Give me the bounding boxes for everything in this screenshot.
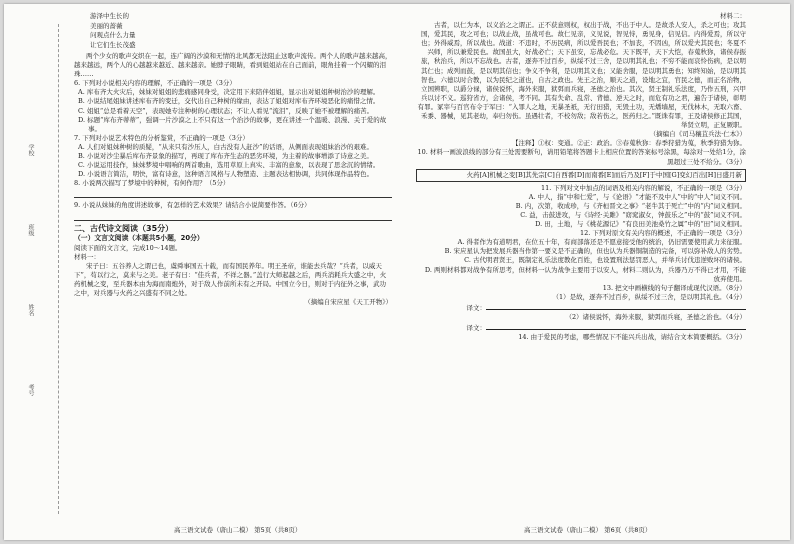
- option: C. 益，击鼓进攻，与《诗经·关雎》“窈窕淑女，钟鼓乐之”中的“鼓”词义不同。: [520, 210, 746, 219]
- material-2-text: 古者，以仁为本，以义治之之谓正。正不获意则权，权出于战，不出于中人。是故杀人安人，杀之可也；攻其国，爱其民，攻之可也；以战止战，虽战可也。故仁见亲，义见说，智见恃，勇见身，信见信。内得爱焉，所以守也；外得威焉，所以战也。战道：不违时，不历民病，所以爱吾民也；不加丧，不因凶，所以爱夫其民也；冬夏不兴师，所以兼爱民也。故国虽大，好战必亡；天下虽安，忘战必危。天下既平，天下大恺，春蒐秋狝，诸侯春振旅，秋治兵，所以不忘战也。古者，逐奔不过百步，纵绥不过三舍，是以明其礼也；不穷不能而哀怜伤病，是以明其仁也；成列而鼓，是以明其信也；争义不争利，是以明其义也；又能舍服，是以明其勇也；知终知始，是以明其智也。六德以时合教，以为民纪之道也，自古之政也。先王之治，顺天之道，设地之宜，官民之德，而正名治物，立国辨职，以爵分禄，诸侯说怀，海外来服，狱弭而兵寝，圣德之治也。其次，贤王制礼乐法度，乃作五刑，兴甲兵以讨不义。巡狩省方，会诸侯，考不同。其有失命、乱常、背德、逆天之时，而危有功之君，遍告于诸侯，彰明有罪。冢宰与百官布令于军曰：“入罪人之地，无暴圣祇，无行田猎，无毁土功，无燔墙屋，无伐林木，无取六畜、禾黍、器械，见其老幼，奉归勿伤。虽遇壮者，不校勿敌；敌若伤之，医药归之。”既诛有罪，王及诸侯修正其国，举贤立明，正复厥职。: [417, 21, 746, 130]
- option: D. 田，土地，与《桃花源记》“有良田美池桑竹之属”中的“田”词义相同。: [535, 220, 746, 229]
- page-footer: 高三语文试卷（唐山二模） 第5页（共8页）: [174, 526, 302, 534]
- instructions: 阅读下面的文言文，完成10～14题。: [74, 243, 182, 252]
- punctuation-box: 火药[A]机械之变[B]其先宗[C]自西番[D]而南番[E]而后乃及[F]于中国[G]变幻百出[H]日盛月新: [416, 169, 746, 182]
- poem-line: 美丽的蔷薇: [90, 21, 123, 30]
- poem-line: 让它们生长茂盛: [90, 40, 136, 49]
- gutter-label: 考号: [27, 384, 34, 396]
- gutter-label: 学校: [27, 144, 34, 156]
- option: D. 小说语言简洁，明快，富有诗意，这种语言风格与人物塑造、主题表达相协调，共同体现作品特色。: [78, 170, 374, 179]
- translation-prompt: （2）诸侯说怀，海外来服，狱弭而兵寝，圣德之治也。（4分）: [565, 313, 746, 321]
- gutter-label: 班级: [27, 224, 34, 236]
- question-13: 13. 把文中画横线的句子翻译成现代汉语。（8分）: [602, 283, 746, 292]
- material-label: 材料二：: [720, 12, 746, 20]
- option: A. 人们对姐妹种树的质疑，“从来只有沙压人，白古没有人赶沙”的话语，从侧面表现姐妹治沙的艰难。: [78, 142, 373, 151]
- option: D. 两则材料都对战争有所思考，但材料一认为战争主要用于以安人，材料二则认为，兵器乃万不得已才用，不能放弃使用。: [424, 265, 746, 283]
- source-note: （摘编自宋应星《天工开物》）: [304, 298, 392, 307]
- material-label: 材料一：: [74, 252, 100, 261]
- option: A. 得者作为有道明君，在位五十年，有商部落还是不愿意接受他的统治，仍旧需要使用武力来征服。: [457, 238, 746, 247]
- option: A. 库布齐大火灾后，妹妹对姐姐的悲痛感同身受，决定用下来陪伴姐姐，显示出对姐姐种树治沙的理解。: [78, 88, 380, 97]
- question-10: 10. 材料一画波浪线的部分有三处需要断句，请用铅笔将答题卡上相应位置的答案标号涂黑，每涂对一处给1分，涂黑超过三处不给分。（3分）: [417, 148, 746, 166]
- option: C. 古代明君贤王，既制定礼乐法度教化百姓，也设置刑法惩罚恶人，并举兵讨伐违逆败坏的诸侯。: [464, 256, 746, 265]
- gutter-label: 姓名: [27, 304, 34, 316]
- option: D. 标题“库布齐蒂蒂”，强调一片沙漠之上不只有这一个治沙的故事，更在讲述一个温暖、浪漫、关于爱的故事。: [78, 115, 387, 133]
- source-note: （摘编自《司马穰苴兵法·仁本》）: [649, 130, 746, 139]
- material-1-text: 宋子曰：五谷养人之谓已也，虞舜事国五十载，而有国民养年。明王圣帝，谁能去兵哉？“兵者，以威天下”，苟以行之，莫来与之美。老子有曰：“佳兵者，不祥之器。”盖行大师起越之后，两兵消耗兵大盛之中，火药机械之变，至兵器本由为海而南炮外，对于敌人作前所未有之开局。中国立今日，则对于内征外之事，武功之中，对兵器与火药之兴盛有不同之处。: [74, 261, 387, 298]
- subsection-heading: （一）文言文阅读（本题共5小题，20分）: [74, 233, 204, 242]
- option: B. 小说结尾姐妹讲述库布齐的变迁，交代出自己种树的缘由，表达了姐姐对库布齐环境恶化的痛惜之情。: [78, 97, 380, 106]
- option: B. 内，次第，收成珍，与《齐桓晋文之事》“老牛其于死亡”中的“内”词义相同。: [515, 201, 746, 210]
- left-page: [74, 12, 392, 307]
- question-7: 7. 下列对小说艺术特色的分析鉴赏，不正确的一项是（3分）: [74, 133, 249, 142]
- section-heading: 二、古代诗文阅读（35分）: [74, 223, 174, 233]
- option: C. 姐姐“总是看着天空”，表现她专注种树的心理状态；不让人看见“流泪”，反映了她不被理解的痛苦。: [78, 106, 374, 115]
- option: C. 小说运用技作，妹妹梦境中唱响的两首歌曲，选用草原上真实、丰富的意象，以表现了思念沉的情绪。: [78, 161, 380, 170]
- right-page: [416, 12, 746, 342]
- translation-prompt: （1）是故，逐奔不过百步，纵绥不过三舍，是以明其礼也。（4分）: [552, 292, 746, 301]
- story-paragraph: 两个少女的歌声交织在一起，连广阔的沙漠和无情的北风都无法阻止这歌声流传。两个人的歌声越来越高，越来越远，两个人的心越越来越近、越来越亲。她脖子眼睛，看到姐姐站在自己面前，眼角挂着一个闪耀的泪珠……: [74, 52, 392, 79]
- question-8: 8. 小说两次描写了梦境中的种树，有何作用？（5分）: [74, 179, 230, 188]
- question-9: 9. 小说从妹妹的角度讲述故事，有怎样的艺术效果？请结合小说简要作答。（6分）: [74, 201, 311, 210]
- option: B. 宋应星认为把发展兵器当作第一要义是不正确的，但也认为兵器铜制造的完备，可以弥补敌人的劣势。: [444, 247, 746, 256]
- question-14: 14. 由于爱民的考虑，哪些情况下不能兴兵出战，请结合文本简要概括。（3分）: [518, 333, 746, 342]
- translation-line[interactable]: 译文：: [416, 302, 746, 313]
- annotation-note: 【注释】①权：变通。②正：政治。③春蒐秋狝：春季狩猎为蒐，秋季狩猎为狝。: [512, 139, 746, 148]
- question-6: 6. 下列对小说相关内容的理解，不正确的一项是（3分）: [74, 79, 236, 88]
- translation-line[interactable]: 译文：: [416, 322, 746, 333]
- option: B. 小说对沙尘暴后库布齐景象的描写，再现了库布齐生态的恶劣环境，为主着的故事增添了诗意之美。: [78, 152, 373, 161]
- option: A. 中人，指“中和仁爱”，与《论语》“才能不及中人”中的“中人”词义不同。: [528, 192, 746, 201]
- poem-block: [90, 12, 392, 50]
- poem-line: 问观点什么力量: [90, 31, 136, 39]
- poem-line: 游泽中生长的: [90, 12, 129, 20]
- exam-sheet: [4, 4, 790, 540]
- binding-gutter: [18, 24, 59, 514]
- page-footer: 高三语文试卷（唐山二模） 第6页（共8页）: [524, 526, 652, 534]
- question-11: 11. 下列对文中加点的词语及相关内容的解说，不正确的一项是（3分）: [540, 183, 746, 192]
- question-12: 12. 下列对原文有关内容的概述，不正确的一项是（3分）: [579, 229, 746, 238]
